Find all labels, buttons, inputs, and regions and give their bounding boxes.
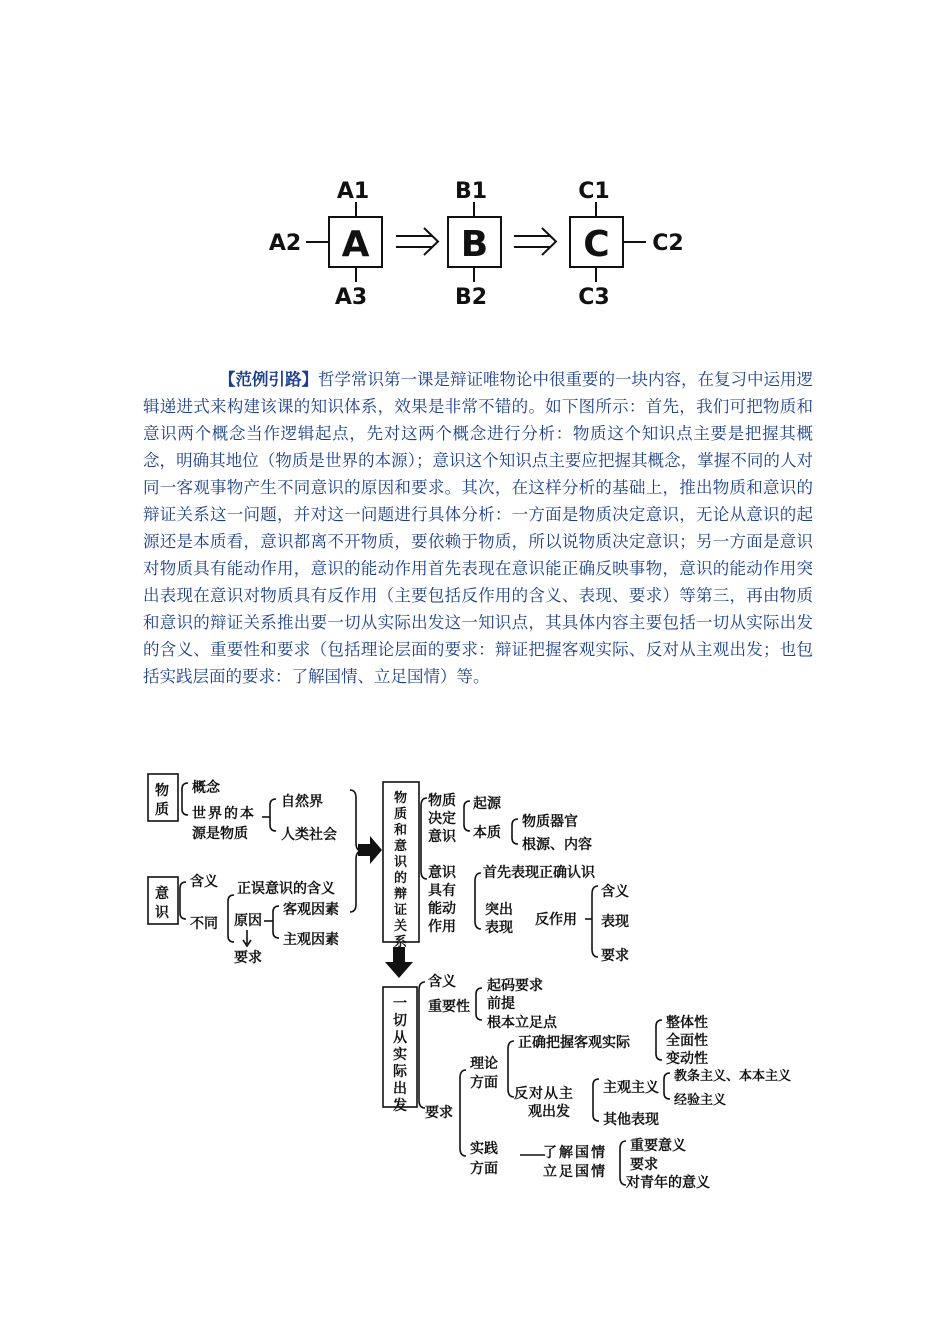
pr-other: 其他表现 (603, 1112, 659, 1128)
rel-source: 根源、内容 (522, 837, 592, 853)
intro-lead: 【范例引路】 (219, 370, 318, 389)
box-c-label: C (583, 224, 610, 265)
practice-title: 一切从实际出发 (393, 996, 407, 1114)
label-a2: A2 (268, 231, 302, 256)
pr-grasp: 正确把握客观实际 (518, 1035, 630, 1051)
rel-active-4: 作用 (428, 919, 456, 935)
yishi-cause: 原因 (234, 913, 262, 929)
relation-title: 物质和意识的辩证关系 (394, 791, 408, 950)
pr-base-on: 立足国情 (543, 1164, 607, 1180)
pr-subjectivism: 主观主义 (603, 1080, 659, 1096)
rel-essence: 本质 (473, 825, 501, 841)
yishi-meaning: 含义 (190, 874, 218, 890)
pr-meaning: 含义 (428, 974, 456, 990)
rel-active-1: 意识 (428, 865, 456, 881)
pr-practice-1: 实践 (470, 1141, 498, 1157)
label-c1: C1 (578, 179, 610, 204)
pr-theory-1: 理论 (470, 1056, 498, 1072)
pr-importance-sig: 重要意义 (630, 1138, 686, 1154)
label-a1: A1 (336, 179, 370, 204)
wuzhi-society: 人类社会 (281, 827, 337, 843)
rel-organ: 物质器官 (522, 814, 578, 830)
rel-decide-2: 决定 (428, 811, 456, 827)
yishi-requirement: 要求 (234, 950, 262, 966)
pr-comprehensive: 全面性 (666, 1033, 708, 1049)
rel-reaction: 反作用 (535, 912, 577, 928)
pr-basic: 起码要求 (487, 978, 543, 994)
wuzhi-nature: 自然界 (281, 794, 323, 810)
yishi-different: 不同 (190, 916, 218, 932)
rel-prominent-2: 表现 (485, 920, 513, 936)
yishi-objective: 客观因素 (283, 902, 339, 918)
rel-prominent-1: 突出 (485, 902, 513, 918)
wuzhi-title-1: 物 (155, 783, 169, 799)
box-a-label: A (341, 224, 370, 265)
pr-foundation: 根本立足点 (487, 1015, 557, 1031)
label-c3: C3 (578, 285, 610, 310)
rel-r-show: 表现 (601, 914, 629, 930)
yishi-title-2: 识 (155, 905, 169, 921)
pr-oppose-1: 反对从主 (514, 1086, 574, 1102)
pr-oppose-2: 观出发 (528, 1104, 570, 1120)
pr-practice-2: 方面 (470, 1161, 498, 1177)
box-b-label: B (460, 224, 489, 265)
pr-dynamic: 变动性 (666, 1051, 708, 1067)
rel-first-show: 首先表现正确认识 (483, 865, 595, 881)
pr-theory-2: 方面 (470, 1075, 498, 1091)
pr-require: 要求 (425, 1105, 453, 1121)
wuzhi-concept: 概念 (192, 780, 220, 796)
rel-r-meaning: 含义 (601, 884, 629, 900)
yishi-title-1: 意 (155, 886, 169, 902)
wuzhi-origin-1: 世界的本 (192, 806, 256, 822)
pr-youth: 对青年的意义 (626, 1175, 710, 1191)
rel-active-3: 能动 (428, 901, 456, 917)
wuzhi-title-2: 质 (155, 802, 169, 818)
rel-decide-1: 物质 (428, 793, 456, 809)
label-b1: B1 (454, 179, 488, 204)
pr-understand: 了解国情 (543, 1145, 607, 1161)
pr-req: 要求 (630, 1157, 658, 1173)
intro-body: 哲学常识第一课是辩证唯物论中很重要的一块内容，在复习中运用逻辑递进式来构建该课的知识体系，效果是非常不错的。如下图所示：首先，我们可把物质和意识两个概念当作逻辑起点，先对这两个概念进行分析：物质这个知识点主要是把握其概念，明确其地位（物质是世界的本源）；意识这个知识点主要应把握其概念，掌握不同的人对同一客观事物产生不同意识的原因和要求。其次，在这样分析的基础上，推出物质和意识的辩证关系这一问题，并对这一问题进行具体分析：一方面是物质决定意识，无论从意识的起源还是本质看，意识都离不开物质，要依赖于物质，所以说物质决定意识；另一方面是意识对物质具有能动作用，意识的能动作用首先表现在意识能正确反映事物，意识的能动作用突出表现在意识对物质具有反作用（主要包括反作用的含义、表现、要求）等第三，再由物质和意识的辩证关系推出要一切从实际出发这一知识点，其具体内容主要包括一切从实际出发的含义、重要性和要求（包括理论层面的要求：辩证把握客观实际、反对从主观出发；也包括实践层面的要求：了解国情、立足国情）等。 (143, 370, 813, 686)
label-c2: C2 (652, 231, 684, 256)
pr-premise: 前提 (487, 996, 515, 1012)
pr-importance: 重要性 (428, 999, 470, 1015)
pr-dogmatism: 教条主义、本本主义 (674, 1069, 792, 1084)
yishi-subjective: 主观因素 (283, 932, 339, 948)
rel-decide-3: 意识 (428, 829, 456, 845)
label-b2: B2 (454, 285, 488, 310)
rel-r-require: 要求 (601, 948, 629, 964)
pr-whole: 整体性 (666, 1015, 708, 1031)
rel-origin: 起源 (473, 796, 501, 812)
rel-active-2: 具有 (428, 883, 456, 899)
pr-empiricism: 经验主义 (674, 1093, 727, 1108)
label-a3: A3 (334, 285, 368, 310)
yishi-right-wrong: 正误意识的含义 (237, 881, 335, 897)
wuzhi-origin-2: 源是物质 (192, 826, 248, 842)
